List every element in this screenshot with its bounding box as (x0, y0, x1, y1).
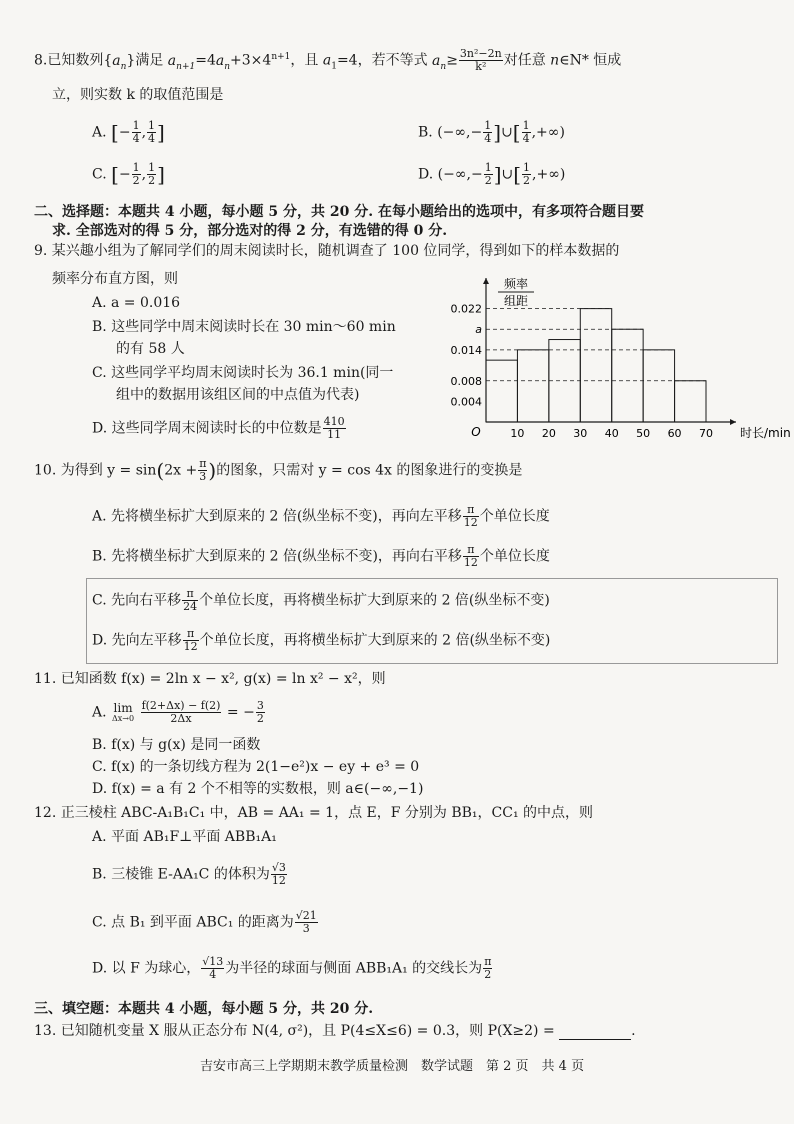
q12-option-d: D. 以 F 为球心， $\frac{√13}{4}$ 为半径的球面与侧面 ABB₁A₁ 的交线长为 $\frac{\pi}{2}$ (92, 955, 492, 981)
q9-option-a: A. a = 0.016 (92, 295, 181, 311)
histogram-y-ticks (451, 303, 483, 409)
histogram-y-tick-label: 0.022 (450, 302, 482, 316)
histogram-bar (643, 350, 674, 422)
q11-option-a: A. lim Δx→0 $\frac{f(2+\Delta x) - f(2)}{2\Delta x}$ = − $\frac{3}{2}$ (92, 699, 264, 725)
q9-stem-line2: 频率分布直方图，则 (52, 271, 178, 287)
page-footer: 吉安市高三上学期期末教学质量检测 数学试题 第 2 页 共 4 页 (200, 1059, 585, 1074)
q11-option-b: B. f(x) 与 g(x) 是同一函数 (92, 737, 261, 753)
q9-option-b-line2: 的有 58 人 (116, 341, 185, 357)
histogram-x-tick-label: 70 (699, 427, 713, 440)
section3-header: 三、填空题：本题共 4 小题，每小题 5 分，共 20 分. (34, 1001, 374, 1017)
histogram-y-tick-label: 0.008 (450, 374, 482, 388)
histogram-x-tick-label: 40 (604, 427, 619, 440)
q8-stem-line1: 8.已知数列$\{a_n\}$满足 $a_{n+1}=4a_n+3\times 4^{n+1}$，且 $a_1=4$，若不等式 $a_n\ge$ $\frac{\text{3n²−2n}}{\text{k²}}$ 对任意 n∈N* 恒成 (34, 47, 622, 74)
histogram-ylabel-top: 频率 (503, 277, 529, 291)
q12-option-a: A. 平面 AB₁F⊥平面 ABB₁A₁ (92, 829, 277, 845)
histogram-bar (675, 381, 706, 422)
q13-answer-blank[interactable] (559, 1027, 631, 1040)
histogram-ylabel-bottom: 组距 (503, 294, 529, 308)
histogram-bars (486, 309, 706, 422)
q12-stem: 12. 正三棱柱 ABC-A₁B₁C₁ 中，AB = AA₁ = 1，点 E，F 分别为 BB₁，CC₁ 的中点，则 (34, 805, 594, 821)
histogram-y-tick-label: a (475, 323, 482, 337)
histogram-y-tick-label: 0.014 (450, 343, 482, 357)
q11-stem: 11. 已知函数 f(x) = 2ln x − x², g(x) = ln x² − x²，则 (34, 671, 386, 687)
histogram-y-tick-label: 0.004 (450, 395, 482, 409)
histogram-xlabel: 时长/min (740, 426, 791, 440)
histogram-x-tick-label: 60 (667, 427, 682, 440)
q12-option-b: B. 三棱锥 E-AA₁C 的体积为 $\frac{√3}{12}$ (92, 861, 286, 887)
histogram-x-tick-label: 30 (573, 427, 588, 440)
q8-option-d: D. (−∞,− $\frac{1}{2}$ ]∪[ $\frac{1}{2}$ ,+∞) (418, 161, 566, 187)
histogram-x-axis-arrow (730, 419, 736, 425)
histogram-dashed-lines (486, 309, 706, 381)
histogram-origin-label: O (471, 425, 481, 439)
q9-option-c-line2: 组中的数据用该组区间的中点值为代表) (116, 387, 360, 403)
q11-option-c: C. f(x) 的一条切线方程为 2(1−e²)x − ey + e³ = 0 (92, 759, 420, 775)
q9-stem-line1: 9. 某兴趣小组为了解同学们的周末阅读时长，随机调查了 100 位同学，得到如下的样本数据的 (34, 243, 620, 259)
q9-option-d: D. 这些同学周末阅读时长的中位数是 $\frac{410}{11}$ (92, 415, 345, 441)
frequency-histogram (440, 272, 791, 442)
q10-option-d: D. 先向左平移 $\frac{\pi}{12}$ 个单位长度，再将横坐标扩大到原来的 2 倍(纵坐标不变) (92, 627, 551, 653)
q11-option-d: D. f(x) = a 有 2 个不相等的实数根，则 a∈(−∞,−1) (92, 781, 424, 797)
q13-stem: 13. 已知随机变量 X 服从正态分布 N(4, σ²)，且 P(4≤X≤6) = 0.3，则 P(X≥2) = . (34, 1023, 636, 1039)
q10-option-a: A. 先将横坐标扩大到原来的 2 倍(纵坐标不变)，再向左平移 $\frac{\pi}{12}$ 个单位长度 (92, 503, 550, 529)
histogram-x-tick-label: 50 (636, 427, 651, 440)
q10-stem: 10. 为得到 y = sin(2x + $\frac{\pi}{3}$ )的图象，只需对 y = cos 4x 的图象进行的变换是 (34, 457, 523, 483)
histogram-x-tick-label: 20 (541, 427, 556, 440)
q8-stem-line2: 立，则实数 k 的取值范围是 (52, 87, 224, 103)
q8-option-a: A. [− $\frac{1}{4}$ , $\frac{1}{4}$ ] (92, 119, 165, 145)
q10-option-b: B. 先将横坐标扩大到原来的 2 倍(纵坐标不变)，再向右平移 $\frac{\pi}{12}$ 个单位长度 (92, 543, 550, 569)
q10-option-c: C. 先向右平移 $\frac{\pi}{24}$ 个单位长度，再将横坐标扩大到原来的 2 倍(纵坐标不变) (92, 587, 550, 613)
q12-option-c: C. 点 B₁ 到平面 ABC₁ 的距离为 $\frac{√21}{3}$ (92, 909, 317, 935)
section2-line2: 求. 全部选对的得 5 分，部分选对的得 2 分，有选错的得 0 分. (52, 223, 448, 239)
q8-option-c: C. [− $\frac{1}{2}$ , $\frac{1}{2}$ ] (92, 161, 165, 187)
histogram-bar (517, 350, 548, 422)
histogram-x-ticks (510, 427, 713, 440)
histogram-bar (580, 309, 611, 422)
histogram-bar (612, 329, 643, 422)
histogram-y-axis-arrow (483, 278, 489, 284)
histogram-bar (486, 360, 517, 422)
histogram-x-tick-label: 10 (510, 427, 525, 440)
q9-option-b-line1: B. 这些同学中周末阅读时长在 30 min～60 min (92, 319, 396, 335)
section2-line1: 二、选择题：本题共 4 小题，每小题 5 分，共 20 分. 在每小题给出的选项中，有多项符合题目要 (34, 204, 644, 220)
q9-option-c-line1: C. 这些同学平均周末阅读时长为 36.1 min(同一 (92, 365, 394, 381)
q8-option-b: B. (−∞,− $\frac{1}{4}$ ]∪[ $\frac{1}{4}$ ,+∞) (418, 119, 565, 145)
